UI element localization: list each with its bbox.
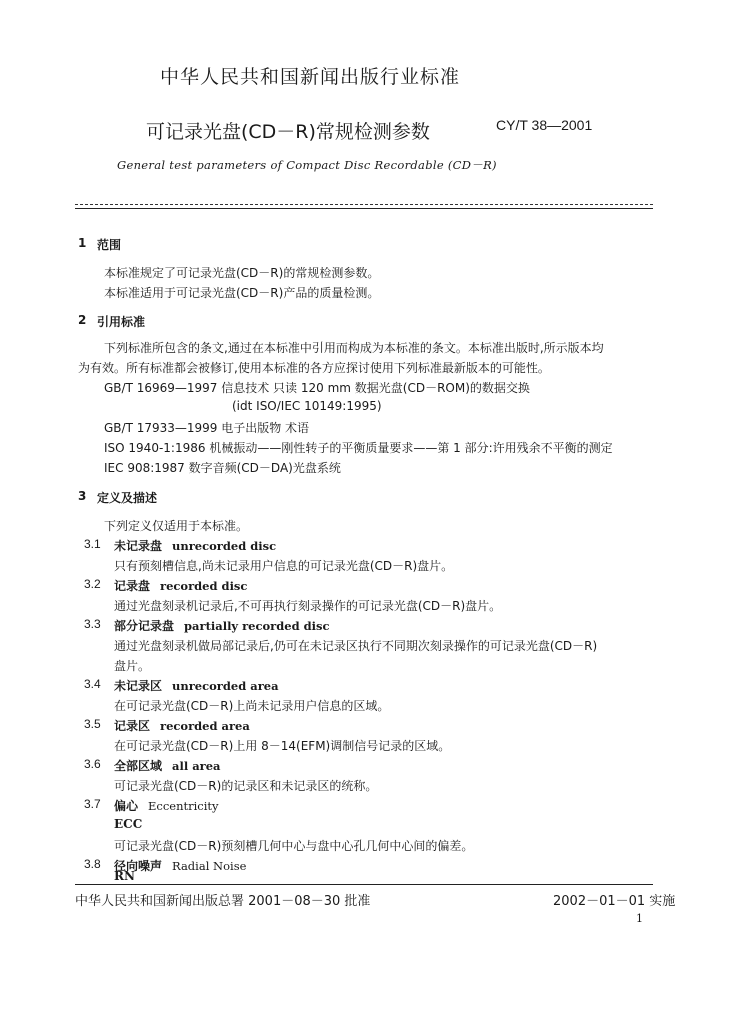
term-cn: 全部区域 [114,759,163,773]
footer-divider [75,884,653,885]
section-1-para-2: 本标准适用于可记录光盘(CD－R)产品的质量检测。 [104,286,380,300]
section-3-heading: 定义及描述 [97,491,158,505]
term-definition: 可记录光盘(CD－R)的记录区和未记录区的统称。 [114,779,378,793]
term-number: 3.1 [84,537,101,551]
term-cn: 未记录区 [114,679,163,693]
term-en: unrecorded disc [172,539,277,553]
term-en: Eccentricity [148,799,219,813]
term-en: partially recorded disc [184,619,330,633]
term-title [114,757,221,774]
term-definition: 可记录光盘(CD－R)预刻槽几何中心与盘中心孔几何中心间的偏差。 [114,839,474,853]
reference-item: ISO 1940-1:1986 机械振动——刚性转子的平衡质量要求——第 1 部分:许用残余不平衡的测定 [104,441,613,455]
term-cn: 记录盘 [114,579,151,593]
document-title: 可记录光盘(CD－R)常规检测参数 [146,121,430,143]
term-number: 3.8 [84,857,101,871]
term-number: 3.4 [84,677,101,691]
approval-date: 中华人民共和国新闻出版总署 2001－08－30 批准 [75,894,371,909]
ministry-header: 中华人民共和国新闻出版行业标准 [160,66,461,88]
reference-item: GB/T 17933—1999 电子出版物 术语 [104,421,310,435]
term-en: unrecorded area [172,679,279,693]
term-definition: 通过光盘刻录机记录后,不可再执行刻录操作的可记录光盘(CD－R)盘片。 [114,599,502,613]
term-definition: 在可记录光盘(CD－R)上尚未记录用户信息的区域。 [114,699,390,713]
section-3-intro: 下列定义仅适用于本标准。 [104,519,249,533]
section-1-number: 1 [78,236,87,250]
term-en: all area [172,759,221,773]
section-2-para-line-1: 下列标准所包含的条文,通过在本标准中引用而构成为本标准的条文。本标准出版时,所示版本均 [104,341,604,355]
section-2-heading: 引用标准 [97,315,146,329]
term-title [114,717,250,734]
term-definition: 在可记录光盘(CD－R)上用 8－14(EFM)调制信号记录的区域。 [114,739,451,753]
term-definition: 通过光盘刻录机做局部记录后,仍可在未记录区执行不同期次刻录操作的可记录光盘(CD－R) [114,639,598,653]
reference-item: IEC 908:1987 数字音频(CD－DA)光盘系统 [104,461,341,475]
section-1-para-1: 本标准规定了可记录光盘(CD－R)的常规检测参数。 [104,266,380,280]
term-number: 3.2 [84,577,101,591]
standard-number: CY/T 38—2001 [496,117,593,133]
term-number: 3.6 [84,757,101,771]
page-number: 1 [636,912,643,925]
header-divider-bottom [75,208,653,209]
english-title: General test parameters of Compact Disc Recordable (CD－R) [117,158,497,172]
term-cn: 部分记录盘 [114,619,175,633]
term-en: Radial Noise [172,859,247,873]
term-number: 3.5 [84,717,101,731]
reference-item: GB/T 16969—1997 信息技术 只读 120 mm 数据光盘(CD－ROM)的数据交换 [104,381,530,395]
term-title [114,797,219,814]
term-title [114,677,279,694]
header-divider-top [75,204,653,205]
term-title [114,537,276,554]
term-cn: 未记录盘 [114,539,163,553]
term-abbreviation: RN [114,869,135,883]
section-2-number: 2 [78,313,87,327]
section-1-heading: 范围 [97,238,122,252]
term-definition: 只有预刻槽信息,尚未记录用户信息的可记录光盘(CD－R)盘片。 [114,559,454,573]
implementation-date: 2002－01－01 实施 [553,894,676,909]
term-title [114,617,330,634]
term-en: recorded area [160,719,250,733]
reference-item: (idt ISO/IEC 10149:1995) [232,399,382,413]
term-cn: 径向噪声 [114,859,163,873]
section-2-para-line-2: 为有效。所有标准都会被修订,使用本标准的各方应探讨使用下列标准最新版本的可能性。 [78,361,550,375]
term-en: recorded disc [160,579,248,593]
term-number: 3.3 [84,617,101,631]
term-abbreviation: ECC [114,817,143,831]
term-number: 3.7 [84,797,101,811]
term-cn: 偏心 [114,799,139,813]
term-definition-cont: 盘片。 [114,659,151,673]
term-title [114,577,247,594]
section-3-number: 3 [78,489,87,503]
term-cn: 记录区 [114,719,151,733]
